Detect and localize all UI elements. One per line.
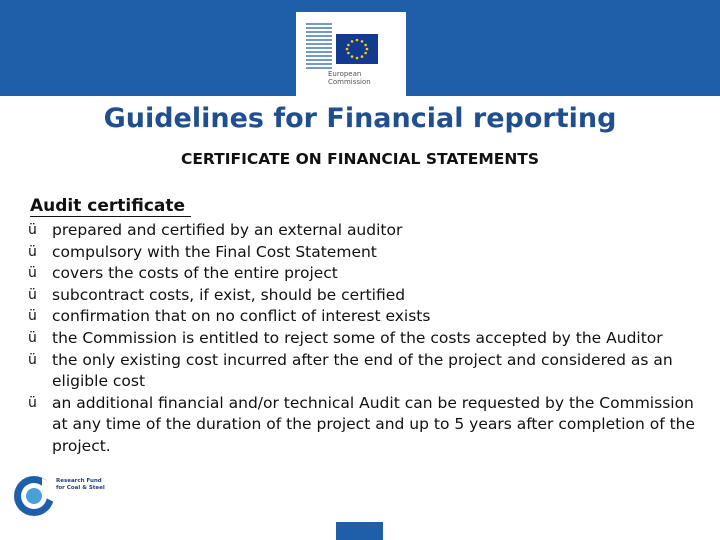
eu-flag-icon [336, 34, 378, 64]
check-icon: ü [28, 351, 37, 368]
check-icon: ü [28, 329, 37, 346]
logo-text-line1: European [328, 70, 362, 78]
research-fund-logo-icon [12, 472, 56, 520]
list-item-text: covers the costs of the entire project [52, 264, 338, 283]
check-icon: ü [28, 394, 37, 411]
list-item [28, 328, 700, 350]
list-item-text: subcontract costs, if exist, should be certified [52, 285, 406, 304]
european-commission-logo [296, 12, 406, 96]
section-heading: Audit certificate [30, 196, 191, 217]
list-item [28, 350, 700, 393]
check-icon: ü [28, 243, 37, 260]
list-item [28, 242, 700, 264]
list-item-text: compulsory with the Final Cost Statement [52, 242, 377, 261]
list-item [28, 220, 700, 242]
list-item-text: the only existing cost incurred after the end of the project and considered as an eligible cost [52, 350, 673, 391]
research-fund-line2: for Coal & Steel [56, 485, 105, 491]
list-item-text: confirmation that on no conflict of interest exists [52, 307, 431, 326]
logo-text-line2: Commission [328, 78, 371, 86]
page-subtitle: CERTIFICATE ON FINANCIAL STATEMENTS [180, 150, 540, 168]
research-fund-line1: Research Fund [56, 478, 102, 484]
list-item [28, 285, 700, 307]
list-item [28, 306, 700, 328]
list-item-text: the Commission is entitled to reject some of the costs accepted by the Auditor [52, 328, 663, 347]
check-icon: ü [28, 286, 37, 303]
check-icon: ü [28, 308, 37, 325]
footer-flag [336, 522, 383, 540]
check-icon: ü [28, 265, 37, 282]
list-item-text: prepared and certified by an external auditor [52, 221, 403, 239]
page-title: Guidelines for Financial reporting [103, 103, 617, 134]
logo-text [328, 70, 371, 86]
check-icon: ü [28, 222, 37, 238]
list-item-text: an additional financial and/or technical Audit can be requested by the Commission at any time of the duration of the project and up to 5 years after completion of the project. [52, 393, 696, 455]
list-item [28, 263, 700, 285]
audit-checklist [28, 220, 700, 458]
building-icon [304, 20, 334, 74]
list-item [28, 393, 700, 458]
research-fund-text [56, 478, 105, 492]
